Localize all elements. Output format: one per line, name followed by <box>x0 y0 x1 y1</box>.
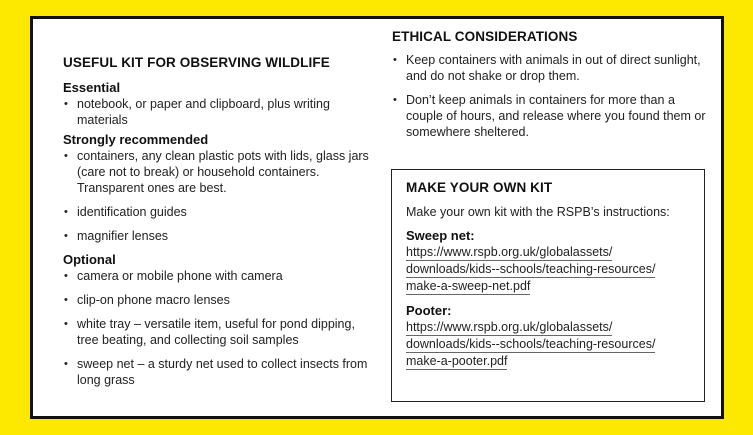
useful-kit-title: USEFUL KIT FOR OBSERVING WILDLIFE <box>63 55 330 70</box>
link-line[interactable]: downloads/kids--schools/teaching-resources/ <box>406 262 656 276</box>
kit-intro: Make your own kit with the RSPB’s instructions: <box>406 205 670 219</box>
list-item: • Keep containers with animals in out of direct sunlight, and do not shake or drop them. <box>392 52 712 84</box>
make-your-own-kit-box <box>391 169 705 402</box>
list-item: • clip-on phone macro lenses <box>63 292 378 308</box>
useful-kit-section <box>63 55 378 396</box>
ethical-title: ETHICAL CONSIDERATIONS <box>392 29 578 44</box>
recommended-heading: Strongly recommended <box>63 132 209 147</box>
sweep-net-label: Sweep net: <box>406 228 475 243</box>
link-line[interactable]: https://www.rspb.org.uk/globalassets/ <box>406 320 613 334</box>
optional-heading: Optional <box>63 252 116 267</box>
ethical-section <box>392 29 712 148</box>
sweep-net-link[interactable] <box>406 244 690 295</box>
link-line[interactable]: downloads/kids--schools/teaching-resources/ <box>406 337 656 351</box>
list-item: • camera or mobile phone with camera <box>63 268 378 284</box>
list-item: • sweep net – a sturdy net used to collect insects from long grass <box>63 356 378 388</box>
pooter-label: Pooter: <box>406 303 452 318</box>
essential-list <box>63 96 378 128</box>
optional-list <box>63 268 378 388</box>
link-line[interactable]: make-a-pooter.pdf <box>406 354 508 368</box>
pooter-group <box>406 303 690 370</box>
link-line[interactable]: make-a-sweep-net.pdf <box>406 279 531 293</box>
list-item: • Don’t keep animals in containers for more than a couple of hours, and release where you found them or somewhere sheltered. <box>392 92 712 140</box>
list-item: • magnifier lenses <box>63 228 378 244</box>
link-line[interactable]: https://www.rspb.org.uk/globalassets/ <box>406 245 613 259</box>
list-item: • notebook, or paper and clipboard, plus writing materials <box>63 96 378 128</box>
list-item: • white tray – versatile item, useful for pond dipping, tree beating, and collecting soil samples <box>63 316 378 348</box>
essential-heading: Essential <box>63 80 121 95</box>
info-panel <box>30 16 724 419</box>
list-item: • identification guides <box>63 204 378 220</box>
recommended-list <box>63 148 378 244</box>
ethical-list <box>392 52 712 140</box>
pooter-link[interactable] <box>406 319 690 370</box>
list-item: • containers, any clean plastic pots with lids, glass jars (care not to break) or household containers. Transparent ones are best. <box>63 148 378 196</box>
sweep-net-group <box>406 228 690 295</box>
kit-title: MAKE YOUR OWN KIT <box>406 180 553 195</box>
